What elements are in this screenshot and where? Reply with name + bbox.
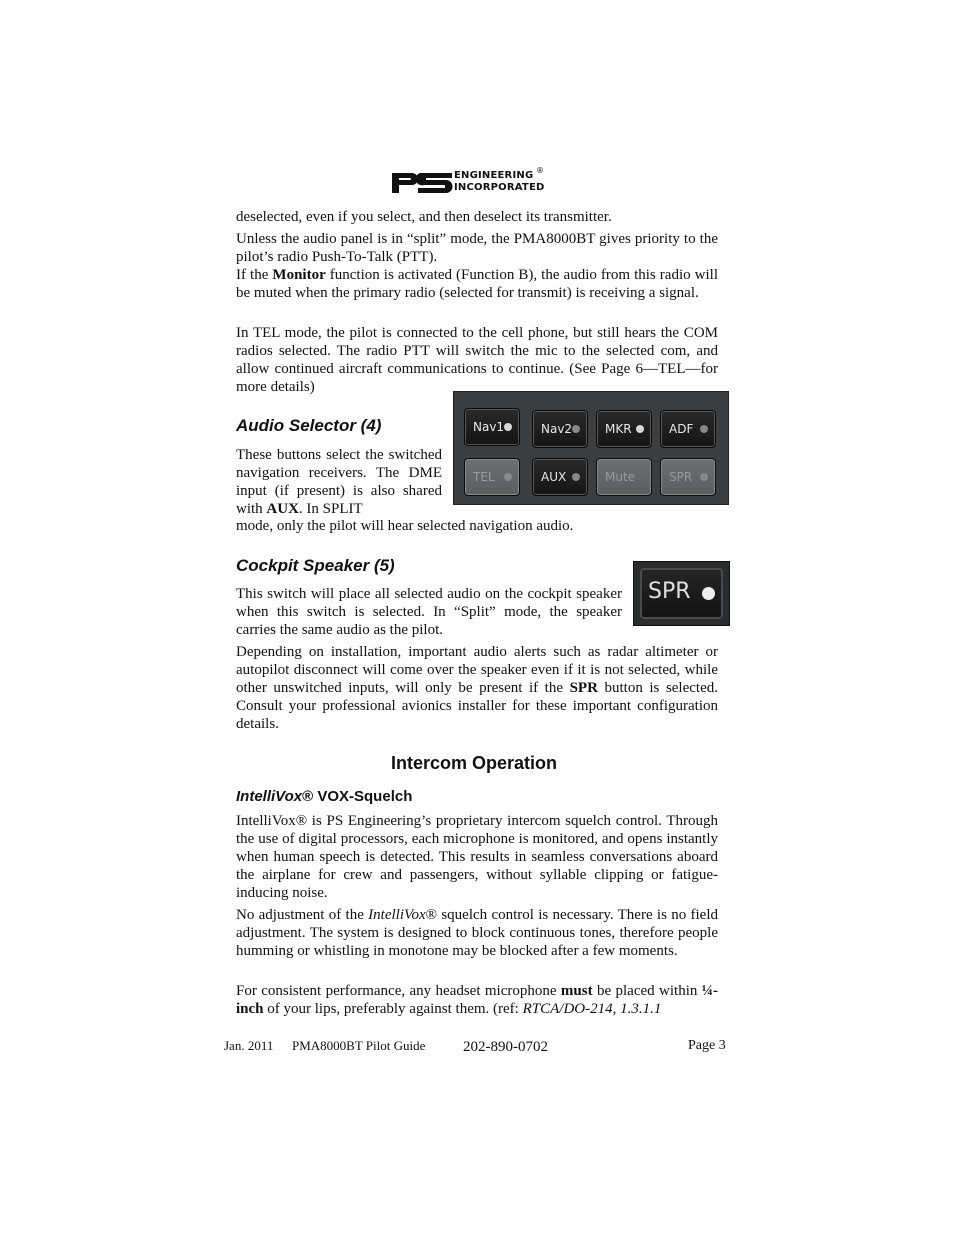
paragraph-microphone-placement: For consistent performance, any headset microphone must be placed within ¼-inch of your lips, preferably against them. (ref: RTCA/DO-214, 1.3.1.1 [236, 983, 718, 1017]
ps-engineering-logo [390, 168, 550, 198]
paragraph-deselected: deselected, even if you select, and then deselect its transmitter. [236, 209, 612, 225]
paragraph-monitor: If the Monitor function is activated (Function B), the audio from this radio will be muted when the primary radio (selected for transmit) is receiving a signal. [236, 267, 718, 301]
led-icon [572, 473, 580, 481]
paragraph-tel-mode: In TEL mode, the pilot is connected to the cell phone, but still hears the COM radios selected. The radio PTT will switch the mic to the selected com, and allow continued aircraft communications to continue. (See Page 6—TEL—for more details) [236, 325, 718, 395]
paragraph-speaker-alerts: Depending on installation, important audio alerts such as radar altimeter or autopilot disconnect will come over the speaker even if it is not selected, while other unswitched inputs, will only be present if the SPR button is selected. Consult your professional avionics installer for these important configuration details. [236, 644, 718, 732]
panel-button-spr: SPR [660, 458, 716, 496]
paragraph-intellivox-intro: IntelliVox® is PS Engineering’s proprietary intercom squelch control. Through the use of digital processors, each microphone is monitored, and opens instantly when human speech is detected. This results in seamless conversations aboard the airplane for crew and passengers, without syllable clipping or fatigue-inducing noise. [236, 813, 718, 901]
panel-button-nav2: Nav2 [532, 410, 588, 448]
paragraph-audio-selector-cont: mode, only the pilot will hear selected navigation audio. [236, 518, 574, 534]
heading-intercom-operation: Intercom Operation [391, 753, 558, 773]
panel-button-mute: Mute [596, 458, 652, 496]
led-icon [636, 425, 644, 433]
panel-button-nav1: Nav1 [464, 408, 520, 446]
led-icon [702, 587, 715, 600]
led-icon [504, 473, 512, 481]
paragraph-audio-selector: These buttons select the switched navigation receivers. The DME input (if present) is also shared with AUX. In SPLIT [236, 447, 442, 517]
paragraph-no-adjustment: No adjustment of the IntelliVox® squelch control is necessary. There is no field adjustment. The system is designed to block continuous tones, therefore people humming or whistling in monotone may be blocked after a few moments. [236, 907, 719, 959]
panel-button-tel: TEL [464, 458, 520, 496]
spr-button-photo [633, 561, 730, 626]
led-icon [504, 423, 512, 431]
logo-text [454, 170, 544, 194]
heading-audio-selector: Audio Selector (4) [236, 416, 382, 435]
panel-button-mkr: MKR [596, 410, 652, 448]
registered-mark: ® [536, 166, 544, 175]
logo-line-incorporated: INCORPORATED [454, 182, 545, 193]
heading-intellivox: IntelliVox® VOX-Squelch [236, 788, 413, 805]
footer-date: Jan. 2011 [224, 1038, 274, 1053]
paragraph-priority: Unless the audio panel is in “split” mode, the PMA8000BT gives priority to the pilot’s radio Push-To-Talk (PTT). [236, 231, 718, 265]
led-icon [572, 425, 580, 433]
footer-phone: 202-890-0702 [463, 1039, 548, 1055]
panel-button-adf: ADF [660, 410, 716, 448]
footer-page: Page 3 [688, 1038, 726, 1053]
paragraph-cockpit-speaker: This switch will place all selected audio on the cockpit speaker when this switch is selected. In “Split” mode, the speaker carries the same audio as the pilot. [236, 586, 622, 638]
heading-cockpit-speaker: Cockpit Speaker (5) [236, 556, 395, 575]
panel-button-aux: AUX [532, 458, 588, 496]
ps-logo-icon [390, 170, 454, 196]
logo-line-engineering: ENGINEERING [454, 170, 534, 181]
spr-photo-label: SPR [648, 579, 691, 604]
led-icon [700, 473, 708, 481]
footer-guide: PMA8000BT Pilot Guide [292, 1038, 426, 1053]
audio-panel-photo [453, 391, 729, 505]
led-icon [700, 425, 708, 433]
